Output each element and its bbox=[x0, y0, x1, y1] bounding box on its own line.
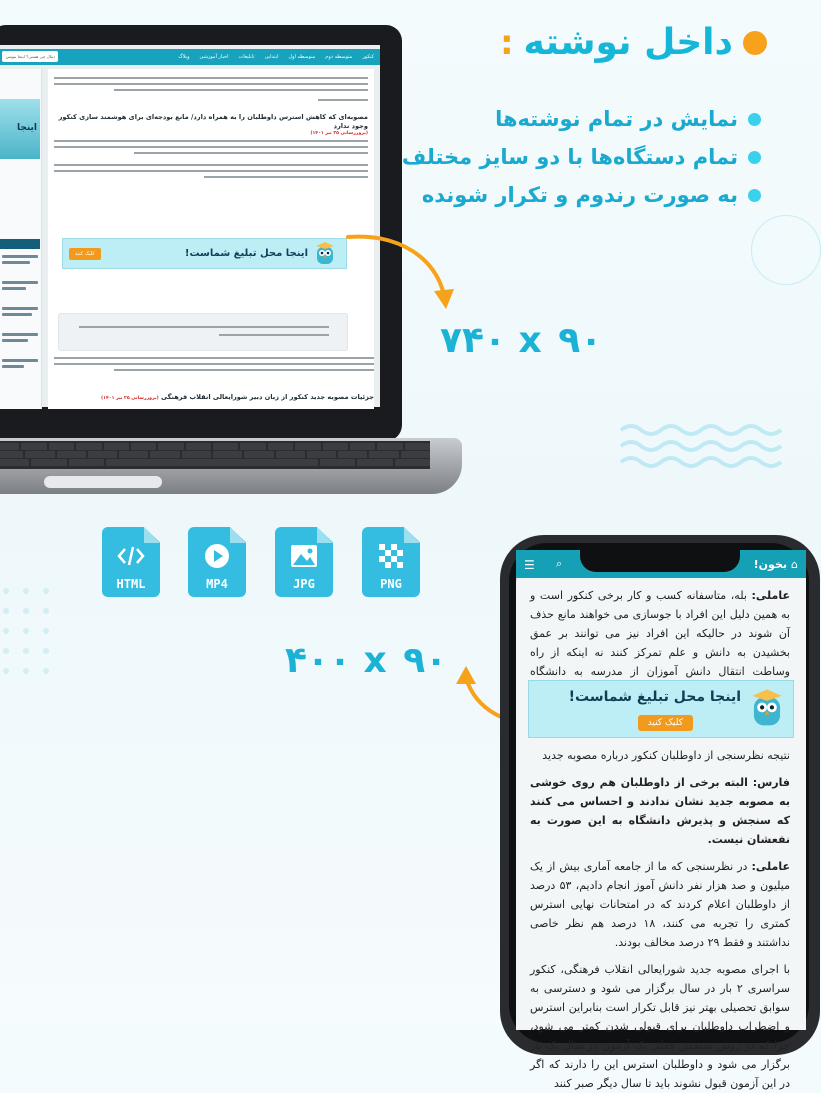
feature-text: تمام دستگاه‌ها با دو سایز مختلف bbox=[401, 145, 738, 169]
feature-item bbox=[361, 100, 761, 138]
sidebar-line[interactable] bbox=[2, 255, 38, 258]
sidebar-line[interactable] bbox=[2, 261, 30, 264]
search-icon[interactable]: ⌕ bbox=[556, 557, 563, 570]
image-icon bbox=[289, 541, 319, 571]
feature-text: نمایش در تمام نوشته‌ها bbox=[495, 107, 738, 131]
checkerboard-icon bbox=[376, 541, 406, 571]
heading-colon: : bbox=[499, 22, 514, 63]
decorative-dots bbox=[0, 585, 50, 675]
file-mp4-icon bbox=[188, 527, 246, 597]
sidebar-line[interactable] bbox=[2, 287, 26, 290]
sidebar-line[interactable] bbox=[2, 339, 28, 342]
text-placeholder-lines bbox=[59, 314, 349, 352]
article-paragraph: عاملی: در نظرسنجی که ما از جامعه آماری بیش از یک میلیون و صد هزار نفر دانش آموز انجام دادیم، ۵۳ درصد از داوطلبان اعلام کردند که در امتحانات نهایی استرس کمتری را تجربه می کنند، ۱۸ درصد هم نظر خاصی نداشتند و فقط ۲۹ درصد مخالف بودند. bbox=[530, 860, 790, 949]
owl-mascot-icon bbox=[749, 687, 785, 731]
ad-text: اینجا محل تبلیغ شماست! bbox=[184, 248, 308, 259]
site-brand[interactable]: بخون! bbox=[753, 557, 788, 571]
heading bbox=[500, 22, 767, 63]
text-placeholder-lines bbox=[54, 355, 374, 377]
owl-mascot-icon bbox=[314, 242, 336, 266]
laptop-touchpad bbox=[44, 476, 162, 488]
desktop-ad-banner[interactable] bbox=[62, 238, 347, 269]
article-title[interactable]: جزئیات مصوبه جدید کنکور از زبان دبیر شورایعالی انقلاب فرهنگی (بروزرسانی ۲۵ تیر ۱۴۰۱) bbox=[101, 393, 374, 401]
sidebar-line[interactable] bbox=[2, 313, 32, 316]
bullet-icon bbox=[748, 189, 761, 202]
code-icon bbox=[116, 541, 146, 571]
article-updated: (بروزرسانی ۲۵ تیر ۱۴۰۱) bbox=[101, 396, 159, 401]
file-png-icon bbox=[362, 527, 420, 597]
nav-item[interactable]: وبلاگ bbox=[178, 54, 190, 60]
sidebar-line[interactable] bbox=[2, 359, 38, 362]
size-label-mobile: ۴۰۰ x ۹۰ bbox=[285, 640, 448, 681]
phone-screen bbox=[516, 550, 806, 1090]
ad-button[interactable]: کلیک کنید bbox=[69, 248, 101, 260]
sidebar-heading bbox=[0, 239, 40, 249]
nav-item[interactable]: متوسطه اول bbox=[288, 54, 316, 60]
nav-item[interactable]: اخبار آموزشی bbox=[199, 54, 229, 60]
file-html-icon bbox=[102, 527, 160, 597]
file-format-label: MP4 bbox=[206, 577, 228, 591]
article-paragraph: نتیجه نظرسنجی از داوطلبان کنکور درباره مصوبه جدید bbox=[542, 749, 790, 762]
sidebar bbox=[0, 69, 42, 409]
article-paragraph: فارس: البته برخی از داوطلبان هم روی خوشی به مصوبه جدید نشان ندادند و احساس می کنند که سنجش و پذیرش دانشگاه به این صورت به نفعشان نیست. bbox=[530, 776, 790, 846]
bullet-icon bbox=[743, 31, 767, 55]
search-input[interactable]: دنبال چی هستی؟ اینجا بنویس bbox=[2, 51, 58, 62]
file-jpg-icon bbox=[275, 527, 333, 597]
text-placeholder-lines bbox=[54, 75, 368, 105]
phone-notch bbox=[580, 546, 740, 572]
home-icon[interactable]: ⌂ bbox=[791, 557, 798, 571]
nav-item[interactable]: متوسطه دوم bbox=[325, 54, 353, 60]
text-placeholder-lines bbox=[54, 136, 368, 186]
article-updated: (بروزرسانی ۲۵ تیر ۱۴۰۱) bbox=[310, 131, 368, 136]
speaker-label: فارس: bbox=[752, 776, 790, 789]
file-format-label: JPG bbox=[293, 577, 315, 591]
sidebar-line[interactable] bbox=[2, 281, 38, 284]
speaker-label: عاملی: bbox=[751, 589, 791, 602]
file-format-label: HTML bbox=[116, 577, 146, 591]
sidebar-line[interactable] bbox=[2, 333, 38, 336]
feature-text: به صورت رندوم و تکرار شونده bbox=[421, 183, 738, 207]
nav-item[interactable]: تابلیغات bbox=[238, 54, 255, 60]
sidebar-banner[interactable] bbox=[0, 99, 40, 159]
nav-item[interactable]: ابتدایی bbox=[264, 54, 279, 60]
decorative-ring bbox=[751, 215, 821, 285]
size-label-desktop: ۷۴۰ x ۹۰ bbox=[440, 320, 603, 361]
feature-item bbox=[361, 176, 761, 214]
mobile-ad-banner[interactable] bbox=[528, 680, 794, 738]
nav-item[interactable]: کنکور bbox=[362, 54, 374, 60]
heading-title: داخل نوشته bbox=[523, 22, 733, 63]
bullet-icon bbox=[748, 113, 761, 126]
arrow-icon bbox=[340, 225, 460, 315]
play-icon bbox=[202, 541, 232, 571]
feature-item bbox=[361, 138, 761, 176]
sidebar-line[interactable] bbox=[2, 365, 24, 368]
bullet-icon bbox=[748, 151, 761, 164]
sidebar-line[interactable] bbox=[2, 307, 38, 310]
article-paragraph: با اجرای مصوبه جدید شورایعالی انقلاب فرهنگی، کنکور سراسری ۲ بار در سال برگزار می شود و دسترسی به سوابق تحصیلی بهتر نیز قابل تکرار است بنابراین استرس و اضطراب داوطلبان برای قبولی شدن کمتر می شود، چرا که در روش سنجش فعلی یک آزمون در سال یک بار برگزار می شود و داوطلبان استرس این را دارند که اگر در این آزمون قبول نشوند باید تا سال دیگر صبر کنند bbox=[530, 963, 790, 1090]
quote-box bbox=[58, 313, 348, 351]
laptop-keyboard bbox=[0, 441, 430, 469]
phone-article-continued bbox=[516, 746, 806, 1093]
laptop-screen bbox=[0, 45, 380, 407]
article-paragraph: عاملی: بله، متاسفانه کسب و کار برخی کنکور است و به همین دلیل این افراد با جوسازی می خواهند مانع حذف آن شوند در حالیکه این افراد نیز می توانند بر عمق بخشیدن به دانش و علم تمرکز کنند نه اینکه از راه وساطت انتقال دانش آموزان از مدرسه به دانشگاه bbox=[530, 589, 791, 678]
file-format-label: PNG bbox=[380, 577, 402, 591]
feature-list bbox=[361, 100, 761, 214]
decorative-waves bbox=[621, 420, 791, 470]
speaker-label: عاملی: bbox=[751, 860, 790, 873]
ad-text: اینجا محل تبلیغ شماست! bbox=[568, 689, 741, 705]
ad-button[interactable]: کلیک کنید bbox=[638, 715, 693, 731]
article-section-2 bbox=[54, 355, 374, 403]
sidebar-banner-text: اینجا bbox=[16, 123, 37, 133]
menu-icon[interactable]: ☰ bbox=[524, 558, 535, 572]
article-title[interactable]: مصوبه‌ای که کاهش استرس داوطلبان را به همراه دارد/ مانع بودجه‌ای برای هوشمند سازی کنکور وجود ندارد bbox=[58, 113, 368, 130]
